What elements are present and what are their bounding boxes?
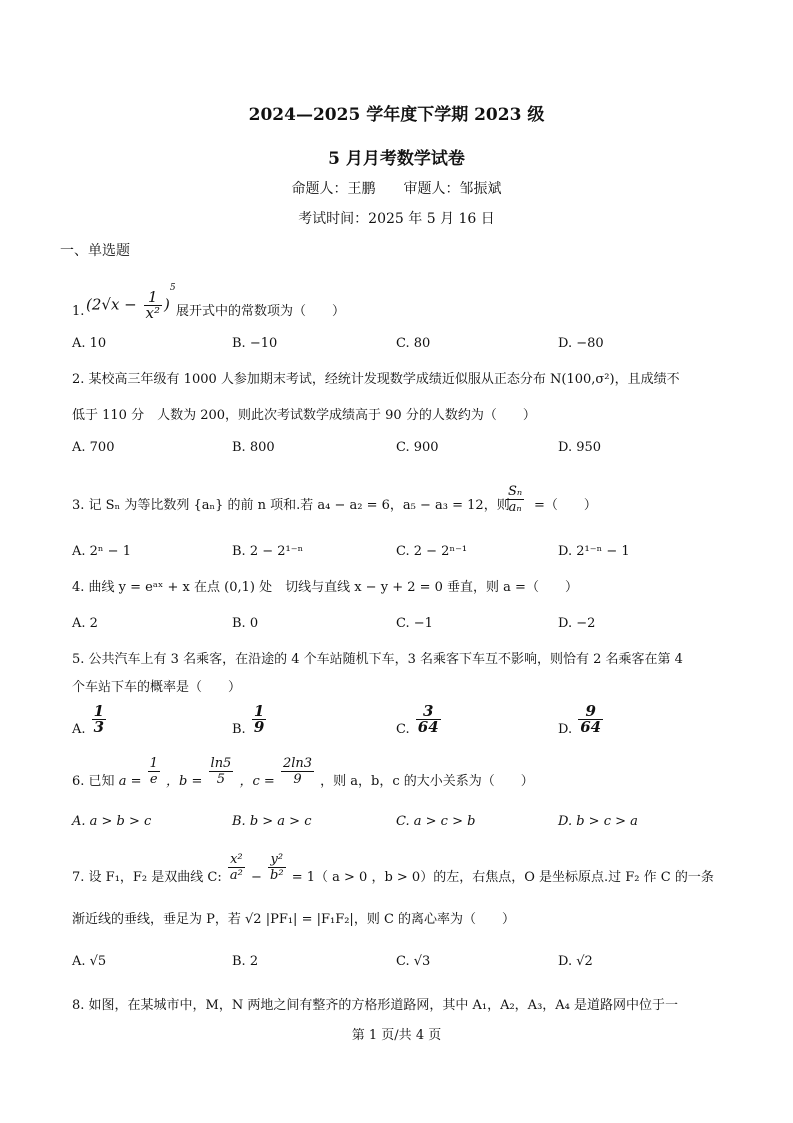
frac-num: 1 (144, 290, 162, 306)
frac-num: 1 (149, 756, 158, 771)
question-prefix: 6. 已知 (72, 774, 115, 789)
option-a[interactable]: A. 2ⁿ − 1 (72, 544, 131, 559)
option-a[interactable]: A. a > b > c (72, 814, 152, 829)
question-5-line1: 5. 公共汽车上有 3 名乘客，在沿途的 4 个车站随机下车，3 名乘客下车互不影响，则恰有 2 名乘客在第 4 (72, 652, 683, 667)
option-a[interactable]: A. 700 (72, 440, 115, 455)
question-7-line1 (72, 852, 732, 892)
frac-den: 64 (417, 718, 439, 736)
b-lhs: ，b = (166, 774, 203, 789)
frac-den: e (149, 772, 158, 787)
question-text: 展开式中的常数项为（ ） (176, 304, 346, 319)
expr-fraction (144, 290, 162, 321)
y-fraction (268, 852, 286, 883)
q7-options (72, 954, 732, 978)
option-a[interactable] (72, 704, 108, 735)
option-label: D. (558, 722, 573, 737)
question-4: 4. 曲线 y = eᵃˣ + x 在点 (0,1) 处 切线与直线 x − y + 2 = 0 垂直，则 a =（ ） (72, 580, 578, 595)
option-b[interactable]: B. 0 (232, 616, 259, 631)
frac-num: y² (268, 852, 286, 868)
frac-num: ln5 (210, 756, 232, 771)
question-2-line1: 2. 某校高三年级有 1000 人参加期末考试，经统计发现数学成绩近似服从正态分布 N(100,σ²)，且成绩不 (72, 372, 680, 387)
option-fraction (252, 704, 266, 735)
frac-num: Sₙ (508, 484, 523, 499)
question-2-line2: 低于 110 分 人数为 200，则此次考试数学成绩高于 90 分的人数约为（ ） (72, 408, 536, 423)
option-fraction (416, 704, 441, 735)
frac-num: x² (228, 852, 245, 868)
option-d[interactable]: D. √2 (558, 954, 593, 969)
option-a[interactable]: A. 10 (72, 336, 107, 351)
question-5-line2: 个车站下车的概率是（ ） (72, 680, 242, 695)
frac-den: x² (145, 304, 161, 322)
option-b[interactable]: B. 2 (232, 954, 259, 969)
exam-authors: 命题人：王鹏 审题人：邹振斌 (291, 181, 502, 197)
binomial-expression (86, 282, 176, 322)
question-7-line2: 渐近线的垂线，垂足为 P，若 √2 |PF₁| = |F₁F₂|，则 C 的离心率为（ ） (72, 912, 516, 927)
option-c[interactable]: C. 80 (396, 336, 431, 351)
frac-num: 1 (253, 702, 265, 720)
question-prefix: 7. 设 F₁，F₂ 是双曲线 C: (72, 870, 222, 885)
question-6 (72, 756, 732, 796)
option-b[interactable]: B. 2 − 2¹⁻ⁿ (232, 544, 304, 559)
frac-num: 3 (416, 704, 441, 720)
option-d[interactable]: D. 2¹⁻ⁿ − 1 (558, 544, 630, 559)
frac-den: b² (270, 868, 284, 883)
frac-den: 3 (93, 718, 105, 736)
section-heading: 一、单选题 (60, 243, 130, 259)
frac-den: 9 (253, 718, 265, 736)
option-b[interactable]: B. b > a > c (232, 814, 312, 829)
frac-den: 5 (216, 772, 226, 787)
page-footer: 第 1 页/共 4 页 (351, 1028, 442, 1043)
question-suffix: ，则 a，b，c 的大小关系为（ ） (320, 774, 534, 789)
option-d[interactable]: D. −80 (558, 336, 604, 351)
expr-right: ) (164, 295, 170, 314)
b-fraction (209, 756, 234, 787)
option-c[interactable]: C. √3 (396, 954, 431, 969)
c-fraction (281, 756, 314, 787)
option-d[interactable]: D. b > c > a (558, 814, 638, 829)
question-number: 1. (72, 304, 85, 319)
option-b[interactable] (232, 704, 268, 735)
frac-num: 2ln3 (282, 756, 313, 771)
frac-den: a² (229, 868, 243, 883)
option-fraction (578, 704, 603, 735)
question-1 (72, 278, 732, 322)
question-suffix: = 1（ a > 0 ，b > 0）的左，右焦点，O 是坐标原点.过 F₂ 作 C 的一条 (291, 870, 714, 885)
option-c[interactable]: C. a > c > b (396, 814, 476, 829)
frac-num: 9 (578, 704, 603, 720)
option-c[interactable]: C. −1 (396, 616, 433, 631)
question-3 (72, 486, 732, 526)
question-8-line1: 8. 如图，在某城市中，M，N 两地之间有整齐的方格形道路网，其中 A₁，A₂，A₃，A₄ 是道路网中位于一 (72, 998, 679, 1013)
frac-den: aₙ (508, 500, 522, 515)
q1-options (72, 336, 732, 360)
option-c[interactable]: C. 2 − 2ⁿ⁻¹ (396, 544, 468, 559)
option-c[interactable] (396, 704, 443, 735)
a-lhs: a = (118, 774, 142, 789)
option-b[interactable]: B. 800 (232, 440, 275, 455)
option-d[interactable] (558, 704, 605, 735)
c-lhs: ，c = (239, 774, 275, 789)
q3-options (72, 544, 732, 568)
option-d[interactable]: D. 950 (558, 440, 602, 455)
expr-exponent: 5 (169, 282, 176, 293)
option-b[interactable]: B. −10 (232, 336, 278, 351)
ratio-fraction (506, 484, 524, 515)
q6-options (72, 814, 732, 838)
x-fraction (228, 852, 245, 883)
question-text: 3. 记 Sₙ 为等比数列 {aₙ} 的前 n 项和.若 a₄ − a₂ = 6，a₅ − a₃ = 12，则 (72, 498, 510, 513)
option-d[interactable]: D. −2 (558, 616, 596, 631)
exam-time: 考试时间：2025 年 5 月 16 日 (298, 211, 495, 227)
question-tail: =（ ） (534, 498, 597, 513)
frac-den: 64 (580, 718, 602, 736)
q4-options (72, 616, 732, 640)
minus-sign: − (246, 870, 267, 885)
option-a[interactable]: A. √5 (72, 954, 107, 969)
option-label: B. (232, 722, 246, 737)
exam-title-line1: 2024—2025 学年度下学期 2023 级 (248, 105, 545, 125)
q5-options (72, 704, 732, 744)
q2-options (72, 440, 732, 464)
exam-title-line2: 5 月月考数学试卷 (328, 149, 465, 169)
option-label: A. (72, 722, 86, 737)
option-a[interactable]: A. 2 (72, 616, 98, 631)
option-fraction (92, 704, 106, 735)
frac-den: 9 (293, 772, 302, 787)
expr-left: (2√x − (86, 295, 142, 314)
frac-num: 1 (93, 702, 105, 720)
option-c[interactable]: C. 900 (396, 440, 439, 455)
option-label: C. (396, 722, 410, 737)
a-fraction (148, 756, 160, 787)
